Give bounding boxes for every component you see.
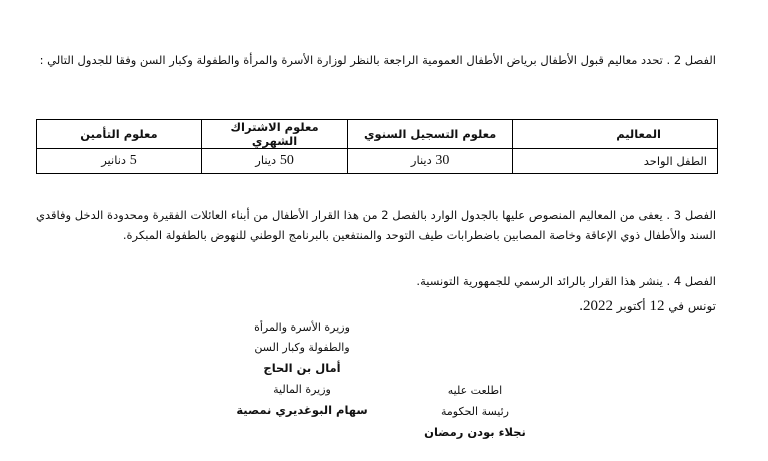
- dateline-year: 2022.: [579, 298, 613, 314]
- dateline-prefix: تونس في: [668, 299, 716, 313]
- table-cell-insurance: [37, 149, 202, 174]
- signature-family-minister: [224, 318, 380, 379]
- article-4-label: الفصل 4: [673, 274, 716, 288]
- table-header-row: [37, 120, 718, 149]
- family-minister-title: وزيرة الأسرة والمرأة والطفولة وكبار السن: [254, 321, 350, 354]
- article-4: الفصل 4 . ينشر هذا القرار بالرائد الرسمي للجمهورية التونسية.: [416, 274, 716, 288]
- head-of-government-name: نجلاء بودن رمضان: [424, 425, 526, 439]
- fees-table: [36, 119, 718, 174]
- head-of-government-seen: اطلعت عليه: [447, 384, 503, 397]
- table-header-subscription: معلوم الاشتراك الشهري: [201, 120, 347, 149]
- signature-finance-minister: [224, 379, 380, 421]
- article-3: الفصل 3 . يعفى من المعاليم المنصوص عليها بالجدول الوارد بالفصل 2 من هذا القرار الأطفال من أبناء العائلات الفقيرة ومحدودة الدخل وفاقدي السند والأطفال ذوي الإعاقة وخاصة المصابين باضطرابات طيف التوحد والمنتفعين بالبرنامج الوطني للنهوض بالطفولة المبكرة.: [36, 208, 717, 242]
- table-header-fees: المعاليم: [513, 120, 718, 149]
- article-4-text: ينشر هذا القرار بالرائد الرسمي للجمهورية التونسية.: [416, 274, 663, 288]
- insurance-value: 5: [129, 153, 137, 168]
- finance-minister-title: وزيرة المالية: [273, 383, 331, 396]
- subscription-value: 50: [279, 153, 294, 168]
- subscription-unit: دينار: [255, 153, 277, 167]
- dateline-month: أكتوبر: [616, 299, 646, 313]
- dateline-day: 12: [649, 298, 665, 314]
- table-header-insurance: معلوم التأمين: [37, 120, 202, 149]
- signature-head-of-government: [405, 380, 545, 443]
- head-of-government-title: رئيسة الحكومة: [441, 405, 509, 418]
- table-cell-registration: [348, 149, 513, 174]
- article-2: الفصل 2 . تحدد معاليم قبول الأطفال برياض الأطفال العمومية الراجعة بالنظر لوزارة الأسرة والمرأة والطفولة وكبار السن وفقا للجدول التالي :: [39, 53, 716, 67]
- insurance-unit: دنانير: [101, 153, 127, 167]
- finance-minister-name: سهام البوغديري نمصية: [236, 403, 368, 417]
- article-3-label: الفصل 3: [673, 208, 717, 222]
- article-3-text: يعفى من المعاليم المنصوص عليها بالجدول الوارد بالفصل 2 من هذا القرار الأطفال من أبناء العائلات الفقيرة ومحدودة الدخل وفاقدي السند والأطفال ذوي الإعاقة وخاصة المصابين باضطرابات طيف التوحد والمنتفعين بالبرنامج الوطني للنهوض بالطفولة المبكرة.: [36, 208, 716, 242]
- dateline: [579, 296, 716, 316]
- article-2-text: تحدد معاليم قبول الأطفال برياض الأطفال العمومية الراجعة بالنظر لوزارة الأسرة والمرأة والطفولة وكبار السن وفقا للجدول التالي :: [39, 53, 663, 67]
- family-minister-name: أمال بن الحاج: [263, 361, 341, 375]
- table-row: [37, 149, 718, 174]
- registration-value: 30: [435, 153, 450, 168]
- table-cell-subscription: [201, 149, 347, 174]
- table-cell-label: الطفل الواحد: [513, 149, 718, 174]
- table-header-registration: معلوم التسجيل السنوي: [348, 120, 513, 149]
- registration-unit: دينار: [410, 153, 432, 167]
- article-2-label: الفصل 2: [673, 53, 716, 67]
